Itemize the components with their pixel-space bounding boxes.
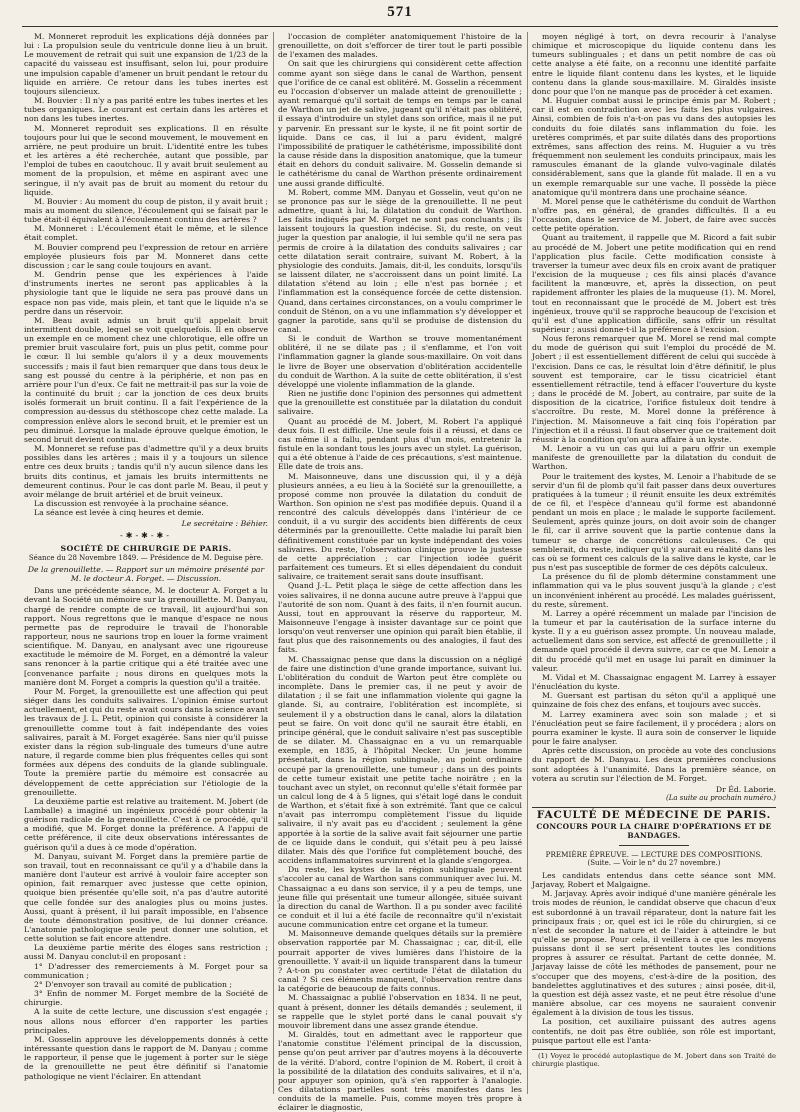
paragraph: moyen négligé à tort, on devra recourir à l'analyse chimique et microscopique du liquide contenu dans les tumeurs sublinguales ; et dans un petit nombre de cas où cette analyse a été faite, on a reconnu une identité parfaite entre le liquide filant contenu dans les kystes, et le liquide contenu dans la glande sous-maxillaire. M. Giraldès insiste donc pour que l'on ne manque pas de procéder à cet examen. <box>532 32 776 96</box>
paragraph: M. Gosselin approuve les développements donnés à cette intéressante question dans le rapport de M. Danyau ; comme le rapporteur, il pense que le jugement à porter sur le siège de la grenouillette ne peut être définitif si l'anatomie pathologique ne vient l'éclairer. En attendant <box>24 1034 268 1081</box>
secretary-signature: Le secrétaire : Béhier. <box>181 519 268 529</box>
paragraph: M. Maisonneuve, dans une discussion qui, il y a déjà plusieurs années, a eu lieu à la Société sur la grenouillette, a proposé comme non prouvée la dilatation du conduit de Warthon. Son opinion ne s'est pas modifiée depuis. Quand il a rencontré des calculs développés dans l'intérieur de ce conduit, il a vu surgir des accidents bien différents de ceux déterminés par la grenouillette. Cette maladie lui paraît bien définitivement constituée par un kyste indépendant des voies salivaires. Du reste, l'observation clinique prouve la justesse de cette appréciation ; car l'injection iodée guérit parfaitement ces tumeurs. Et si elles dépendaient du conduit salivaire, ce traitement serait sans doute insuffisant. <box>278 471 522 582</box>
paragraph: La deuxième partie est relative au traitement. M. Jobert (de Lamballe) a imaginé un ingénieux procédé pour obtenir la guérison radicale de la grenouillette. C'est à ce procédé, qu'il a modifié, que M. Forget donne la préférence. A l'appui de cette préférence, il cite deux observations intéressantes de guérison qu'il a dues à ce mode d'opération. <box>24 796 268 852</box>
paragraph: M. Chassaignac a publié l'observation en 1834. Il ne peut, quant à présent, donner les détails demandés ; seulement, il se rappelle que le stylet porté dans le canal pouvait s'y mouvoir librement dans une assez grande étendue. <box>278 993 522 1030</box>
paragraph: Quant au procédé de M. Jobert, M. Robert l'a appliqué deux fois. Il est difficile. Une seule fois il a réussi, et dans ce cas même il a fallu, pendant plus d'un mois, entretenir la fistule en la sondant tous les jours avec un stylet. La guérison, qui a été obtenue à l'aide de ces précautions, s'est maintenue. Elle date de trois ans. <box>278 416 522 472</box>
header-rule <box>22 26 778 27</box>
paragraph: 1° D'adresser des remerciements à M. Forget pour sa communication ; <box>24 961 268 980</box>
paragraph: M. Robert, comme MM. Danyau et Gosselin, veut qu'on ne se prononce pas sur le siège de la grenouillette. Il ne peut admettre, quant à lui, la dilatation du conduit de Warthon. Les faits indiqués par M. Forget ne sont pas concluants ; ils laissent toujours la question indécise. Si, du reste, on veut juger la question par analogie, il lui semble qu'il ne sera pas permis de croire à la dilatation des conduits salivaires ; car cette dilatation serait contraire, suivant M. Robert, à la physiologie des conduits. Jamais, dit-il, les conduits, lorsqu'ils se laissent dilater, ne s'accroissent dans un point limité. La dilatation s'étend au loin ; elle n'est pas bornée ; et l'inflammation est la conséquence forcée de cette distension. Quand, dans certaines circonstances, on a voulu comprimer le conduit de Sténon, on a vu une inflammation s'y développer et gagner la parotide, sans qu'il se produise de distension du canal. <box>278 187 522 334</box>
col1-paragraphs-2 <box>24 586 268 1080</box>
paragraph: M. Huguier combat aussi le principe émis par M. Robert ; car il est en contradiction avec les faits les plus vulgaires. Ainsi, combien de fois n'a-t-on pas vu dans des autopsies les conduits du foie dilatés sans inflammation du foie. les uretères comprimés, et par suite dilatés dans des proportions extrêmes, sans affection des reins. M. Huguier a vu très fréquemment non seulement les conduits principaux, mais les ramuscules émanant de la glande vulvo-vaginale dilatés considérablement, sans que la glande fût malade. Il en a vu un exemple remarquable sur une vache. Il possède la pièce anatomique qu'il montrera dans une prochaine séance. <box>532 96 776 197</box>
short-rule <box>619 845 689 846</box>
proof-subtitle: (Suite. — Voir le n° du 27 novembre.) <box>587 858 721 867</box>
paragraph: M. Larrey examinera avec soin son malade ; et si l'énucléation peut se faire facilement, il y procédera ; alors on pourra examiner le kyste. Il aura soin de conserver le liquide pour le faire analyser. <box>532 709 776 747</box>
section-rule <box>532 807 776 808</box>
contest-title: CONCOURS POUR LA CHAIRE D'OPÉRATIONS ET DE BANDAGES. <box>536 822 772 841</box>
paragraph: La séance est levée à cinq heures et demie. <box>34 508 204 518</box>
column-1 <box>24 32 268 1094</box>
continuation-note: (La suite au prochain numéro.) <box>665 793 776 802</box>
paragraph: Pour M. Forget, la grenouillette est une affection qui peut siéger dans les conduits salivaires. L'opinion émise surtout actuellement, et qui du reste avait cours dans la science avant les travaux de J. L. Petit, opinion qui consiste à considérer la grenouillette comme tout à fait indépendante des voies salivaires, paraît à M. Forget exagérée. Sans nier qu'il puisse exister dans la région sub-linguale des tumeurs d'une autre nature, il regarde comme bien plus fréquentes celles qui sont formées aux dépens des conduits de la glande sublinguale. Toute la première partie du mémoire est consacrée au développement de cette appréciation sur l'étiologie de la grenouillette. <box>24 686 268 797</box>
col3-paragraphs-2 <box>532 871 776 1045</box>
faculty-title: FACULTÉ DE MÉDECINE DE PARIS. <box>536 809 772 822</box>
column-divider <box>527 32 528 1094</box>
footnote-rule <box>532 1049 592 1050</box>
column-divider <box>273 32 274 1094</box>
paragraph: 2° D'envoyer son travail au comité de publication ; <box>34 979 232 989</box>
paragraph: La présence du fil de plomb détermine constamment une inflammation qui va le plus souvent jusqu'à la glande ; c'est un inconvénient inhérent au procédé. Les malades guérissent, du reste, sûrement. <box>532 572 776 609</box>
paragraph: M. Morel pense que le cathétérisme du conduit de Warthon n'offre pas, en général, de grandes difficultés. Il a eu l'occasion, dans le service de M. Jobert, de faire avec succès cette petite opération. <box>532 196 776 234</box>
paragraph: 3° Enfin de nommer M. Forget membre de la Société de chirurgie. <box>24 989 268 1008</box>
paragraph: M. Guersant est partisan du séton qu'il a appliqué une quinzaine de fois chez des enfans, et toujours avec succès. <box>532 691 776 710</box>
col2-paragraphs <box>278 32 522 1112</box>
paragraph: Quant au traitement, il rappelle que M. Ricord a fait subir au procédé de M. Jobert une petite modification qui en rend l'application plus facile. Cette modification consiste à traverser la tumeur avec deux fils en croix avant de pratiquer l'excision de la muqueuse ; ces fils ainsi placés d'avance facilitent la manœuvre, et, après la dissection, on peut rapidement affronter les plaies de la muqueuse (1). M. Morel, tout en reconnaissant que le procédé de M. Jobert est très ingénieux, trouve qu'il se rapproche beaucoup de l'excision et qu'il est d'une application difficile, sans offrir un résultat supérieur ; aussi donne-t-il la préférence à l'excision. <box>532 233 776 334</box>
paragraph: M. Danyau, suivant M. Forget dans la première partie de son travail, tout en reconnaissant ce qu'il y a d'habile dans la manière dont l'auteur est arrivé à vouloir faire accepter son opinion, fait remarquer avec justesse que cette opinion, quoique bien présentée qu'elle soit, n'a pas d'autre autorité que celle fondée sur des analogies plus ou moins justes. Aussi, quant à présent, il lui paraît impossible, en l'absence de toute démonstration positive, de lui donner créance. L'anatomie pathologique seule peut donner une solution, et cette solution se fait encore attendre. <box>24 851 268 944</box>
column-2 <box>278 32 522 1112</box>
page-number: 571 <box>387 4 413 20</box>
paragraph: La discussion est renvoyée à la prochaine séance. <box>34 498 229 508</box>
paragraph: On sait que les chirurgiens qui considèrent cette affection comme ayant son siège dans le canal de Warthon, pensent que l'orifice de ce canal est oblitéré. M. Gosselin a récemment eu l'occasion d'observer un malade atteint de grenouillette ; ayant remarqué qu'il sortait de temps en temps par le canal de Warthon un jet de salive, jugeant qu'il n'était pas oblitéré, il essaya d'introduire un stylet dans son orifice, mais il ne put y parvenir. En pressant sur le kyste, il ne fit point sortir de liquide. Dans ce cas, il lui a paru évident, malgré l'impossibilité de pratiquer le cathétérisme, impossibilité dont la cause réside dans la disposition anatomique, que la tumeur était en dehors du conduit salivaire. M. Gosselin demande si le cathétérisme du canal de Warthon présente ordinairement une aussi grande difficulté. <box>278 59 522 188</box>
paragraph: M. Maisonneuve demande quelques détails sur la première observation rapportée par M. Chassaignac ; car, dit-il, elle pourrait apporter de vives lumières dans l'histoire de la grenouillette. Y avait-il un liquide transparent dans la tumeur ? A-t-on pu constater avec certitude l'état de dilatation du canal ? Si ces éléments manquent, l'observation rentre dans la catégorie de beaucoup de faits connus. <box>278 929 522 994</box>
paragraph: M. Bouvier : Au moment du coup de piston, il y avait bruit ; mais au moment du silence, l'écoulement qui se faisait par le tube était-il équivalent à l'écoulement continu des artères ? <box>24 196 268 225</box>
paragraph: M. Giraldès, tout en admettant avec le rapporteur que l'anatomie constitue l'élément principal de la discussion, pense qu'on peut arriver par d'autres moyens à la découverte de la vérité. D'abord, contre l'opinion de M. Robert, il croit à la possibilité de la dilatation des conduits salivaires, et il n'a, pour appuyer son opinion, qu'à s'en rapporter à l'analogie. Ces dilatations partielles sont très manifestes dans les conduits de la mamelle. Puis, comme moyen très propre à éclairer le diagnostic, <box>278 1030 522 1112</box>
col1-paragraphs <box>24 32 268 517</box>
paragraph: M. Jarjavay. Après avoir indiqué d'une manière générale les trois modes de réunion, le candidat observe que chacun d'eux est subordonné à un travail réparateur, dont la nature fait les principaux frais ; or, quel est ici le rôle du chirurgien, si ce n'est de seconder la nature et de l'aider à atteindre le but qu'elle se propose. Pour cela, il veillera à ce que les moyens puissans dont il se sert présentent toutes les conditions propres à assurer ce résultat. Partant de cette donnée, M. Jarjavay laisse de côté les méthodes de pansement, pour ne s'occuper que des moyens, c'est-à-dire de la position, des bandelettes agglutinatives et des sutures ; ainsi posée, dit-il, la question est déjà assez vaste, et ne peut être résolue d'une manière absolue, car ces moyens ne sauraient convenir également à la division de tous les tissus. <box>532 889 776 1018</box>
column-3 <box>532 32 776 1094</box>
footnote: (1) Voyez le procédé autoplastique de M. Jobert dans son Traité de chirurgie plastique. <box>532 1051 776 1068</box>
paragraph: Nous ferons remarquer que M. Morel se rend mal compte du mode de guérison qui suit l'emploi du procédé de M. Jobert ; il est essentiellement différent de celui qui succède à l'excision. Dans ce cas, le résultat loin d'être définitif, le plus souvent est temporaire, car le tissu cicatriciel étant essentiellement rétractile, tend à effacer l'ouverture du kyste ; dans le procédé de M. Jobert, au contraire, par suite de la disposition de la cicatrice, l'orifice fistuleux doit tendre à s'accroître. Du reste, M. Morel donne la préférence à l'injection. M. Maisonneuve a fait cinq fois l'opération par l'injection et il a réussi. Il faut observer que ce traitement doit réussir à la condition qu'on aura affaire à un kyste. <box>532 334 776 444</box>
paragraph: M. Lenoir a vu un cas qui lui a paru offrir un exemple manifeste de grenouillette par la dilatation du conduit de Warthon. <box>532 444 776 472</box>
paragraph: M. Gendrin pense que les expériences à l'aide d'instruments inertes ne seront pas applicables à la physiologie tant que le liquide ne sera pas prouvé dans un espace non pas vide, mais plein, et tant que le liquide n'a se perdre dans un réservoir. <box>24 270 268 316</box>
paragraph: M. Monneret se refuse pas d'admettre qu'il y a deux bruits possibles dans les artères ; mais il y a toujours un silence entre ces deux bruits ; tandis qu'il n'y aucun silence dans les bruits dits continus, et jamais les bruits intermittents ne demeurent continus. Pour le cas dont parle M. Beau, il peut y avoir mélange de bruit artériel et de bruit veineux. <box>24 444 268 499</box>
paragraph: M. Bouvier comprend peu l'expression de retour en arrière employée plusieurs fois par M. Monneret dans cette discussion ; car le sang coule toujours en avant. <box>24 242 268 270</box>
paragraph: M. Bouvier : Il n'y a pas parité entre les tubes inertes et les tubes organiques. Le courant est certain dans les artères et non dans les tubes inertes. <box>24 96 268 124</box>
paragraph: Rien ne justifie donc l'opinion des personnes qui admettent que la grenouillette est constituée par la dilatation du conduit salivaire. <box>278 389 522 417</box>
paragraph: M. Beau avait admis un bruit qu'il appelait bruit intermittent double, lequel se voit quelquefois. Il en observe un exemple en ce moment chez une chlorotique, elle offre un premier bruit vasculaire fort, puis un plus petit, comme pour le cœur. Il lui semble qu'alors il y a deux mouvements successifs ; mais il faut bien remarquer que dans tous deux le sang est poussé du centre à la périphérie, et non pas en arrière pour l'un d'eux. Ce fait ne mettrait-il pas sur la voie de la continuité du bruit ; car la jonction de ces deux bruits isolés formerait un bruit continu. Il a fait l'expérience de la compression au-dessus du stéthoscope chez cette malade. La compression enlève alors le second bruit, et le premier est un peu diminué. Lorsque la malade éprouve quelque émotion, le second bruit devient continu. <box>24 315 268 444</box>
paragraph: Les candidats entendus dans cette séance sont MM. Jarjavay, Robert et Malgaigne. <box>532 870 776 890</box>
paragraph: M. Monneret reproduit ses explications. Il en résulte toujours pour lui que le second mouvement, le mouvement en arrière, ne peut produire un bruit. L'identité entre les tubes et les artères a été recherchée, autant que possible, par l'emploi de tubes en caoutchouc. Il y avait bruit seulement au moment de la propulsion, et même en aspirant avec une seringue, il n'y avait pas de bruit au moment du retour du liquide. <box>24 123 268 197</box>
paragraph: La deuxième partie mérite des éloges sans restriction ; aussi M. Danyau conclut-il en proposant : <box>24 943 268 962</box>
paragraph: Si le conduit de Warthon se trouve momentanément oblitéré, il ne se dilate pas ; il s'enflamme, et l'on voit l'inflammation gagner la glande sous-maxillaire. On voit dans le livre de Boyer une observation d'oblitération accidentelle du conduit de Warthon. A la suite de cette oblitération, il s'est développé une violente inflammation de la glande. <box>278 334 522 389</box>
paragraph: La position, cet auxiliaire puissant des autres agens contentifs, ne doit pas être oubliée, son rôle est important, puisque partout elle est l'anta- <box>532 1017 776 1045</box>
paragraph: Dans une précédente séance, M. le docteur A. Forget a lu devant la Société un mémoire sur la grenouillette. M. Danyau, chargé de rendre compte de ce travail, lit aujourd'hui son rapport. Nous regrettons que le manque d'espace ne nous permette pas de reproduire le travail de l'honorable rapporteur, nous ne saurions trop en louer la forme vraiment scientifique. M. Danyau, en analysant avec une rigoureuse exactitude le mémoire de M. Forget, en a démontré la valeur sans renoncer à la partie critique qui a été traitée avec une [convenance parfaite ; nous dirons en quelques mots la manière dont M. Forget a compris la question qu'il a traitée. <box>24 586 268 687</box>
topic-line: De la grenouillette. — Rapport sur un mémoire présenté par M. le docteur A. Forget. — Discussion. <box>27 564 265 584</box>
col3-paragraphs <box>532 32 776 783</box>
paragraph: M. Chassaignac pense que dans la discussion on a négligé de faire une distinction d'une grande importance, suivant lui. L'oblitération du conduit de Warton peut être complète ou incomplète. Dans le premier cas, il ne peut y avoir de dilatation ; il se fait une inflammation violente qui gagne la glande. Si, au contraire, l'oblitération est incomplète, si seulement il y a obstruction dans le canal, alors la dilatation peut se faire. On voit donc qu'il ne saurait être établi, en principe général, que le conduit salivaire n'est pas susceptible de se dilater. M. Chassaignac en a vu un remarquable exemple, en 1835, à l'hôpital Necker. Un jeune homme présentait, dans la région sublinguale, au point ordinaire occupé par la grenouillette, une tumeur ; dans un des points de cette tumeur existait une petite tache noirâtre ; en la touchant avec un stylet, on reconnut qu'elle s'était formée par un calcul long de 4 à 5 lignes, qui s'était logé dans le conduit de Warthon, et s'était fixé à son extrémité. Tant que ce calcul n'avait pas interrompu complètement l'issue du liquide salivaire, il n'y avait pas eu d'accident ; seulement la gêne apportée à la sortie de la salive avait fait séjourner une partie de ce liquide dans le conduit, qui s'était peu à peu laissé dilater. Mais dès que l'orifice fut complètement bouché, des accidens inflammatoires survinrent et la glande s'engorgea. <box>278 654 522 866</box>
paragraph: A la suite de cette lecture, une discussion s'est engagée ; nous allons nous efforcer d'en rapporter les parties principales. <box>24 1007 268 1035</box>
paragraph: Quand J.-L. Petit plaça le siège de cette affection dans les voies salivaires, il ne donna aucune autre preuve à l'appui que l'autorité de son nom. Quant à des faits, il n'en fournit aucun. Aussi, tout en approuvant la réserve du rapporteur, M. Maisonneuve l'engage à insister davantage sur ce point que lorsqu'on veut renverser une opinion qui paraît bien établie, il faut plus que des raisonnements ou des analogies, il faut des faits. <box>278 581 522 655</box>
paragraph: M. Larrey a opéré récemment un malade par l'incision de la tumeur et par la cautérisation de la surface interne du kyste. Il y a eu guérison assez prompte. Un nouveau malade, actuellement dans son service, est affecté de grenouillette ; il demande quel procédé il devra suivre, car ce que M. Lenoir a dit du procédé qu'il met en usage lui paraît en diminuer la valeur. <box>532 608 776 673</box>
paragraph: Pour le traitement des kystes, M. Lenoir a l'habitude de se servir d'un fil de plomb qu'il fait passer dans deux ouvertures pratiquées à la tumeur ; il réunit ensuite les deux extrémités de ce fil, et l'espèce d'anneau qu'il forme est abandonné pendant un mois en place ; le malade le supporte facilement. Seulement, après quinze jours, on doit avoir soin de changer le fil, car il arrive souvent que la partie contenue dans la tumeur se charge de concrétions calculeuses. Ce qui semblerait, du reste, indiquer qu'il y aurait eu réalité dans les cas où se forment ces calculs de la salive dans le kyste, car le pus n'est pas susceptible de former de ces dépôts calculeux. <box>532 471 776 573</box>
paragraph: Du reste, les kystes de la région sublinguale peuvent s'accoler au canal de Warthon sans communiquer avec lui. M. Chassaignac a eu dans son service, il y a peu de temps, une jeune fille qui présentait une tumeur allongée, située suivant la direction du canal de Warthon. Il a pu sonder avec facilité ce conduit et il lui a été facile de reconnaître qu'il n'existait aucune communication entre cet organe et la tumeur. <box>278 865 522 930</box>
section-ornament: -✱-✱-✱- <box>120 531 172 541</box>
paragraph: Après cette discussion, on procède au vote des conclusions du rapport de M. Danyau. Les deux premières conclusions sont adoptées à l'unanimité. Dans la première séance, on votera au scrutin sur l'élection de M. Forget. <box>532 746 776 783</box>
paragraph: M. Monneret : L'écoulement était le même, et le silence était complet. <box>24 224 268 243</box>
paragraph: M. Vidal et M. Chassaignac engagent M. Larrey à essayer l'énucléation du kyste. <box>532 672 776 692</box>
proof-title: PREMIÈRE ÉPREUVE. — LECTURE DES COMPOSITIONS. <box>545 849 763 859</box>
article-author: Dr Éd. Laborie. <box>715 784 776 794</box>
paragraph: l'occasion de compléter anatomiquement l'histoire de la grenouillette, on doit s'efforcer de tirer tout le parti possible de l'examen des malades. <box>278 32 522 60</box>
society-title: SOCIÉTÉ DE CHIRURGIE DE PARIS. <box>60 543 232 553</box>
paragraph: M. Monneret reproduit les explications déjà données par lui : La propulsion seule du ventricule donne lieu à un bruit. Le mouvement de retrait qui suit une expansion de 1/23 de la capacité du vaisseau est insuffisant, selon lui, pour produire une impulsion capable d'amener un bruit pendant le retour du liquide en arrière. Ce retour dans les tubes inertes est toujours silencieux. <box>24 32 268 96</box>
session-line: Séance du 28 Novembre 1849. — Présidence de M. Deguise père. <box>28 553 264 562</box>
